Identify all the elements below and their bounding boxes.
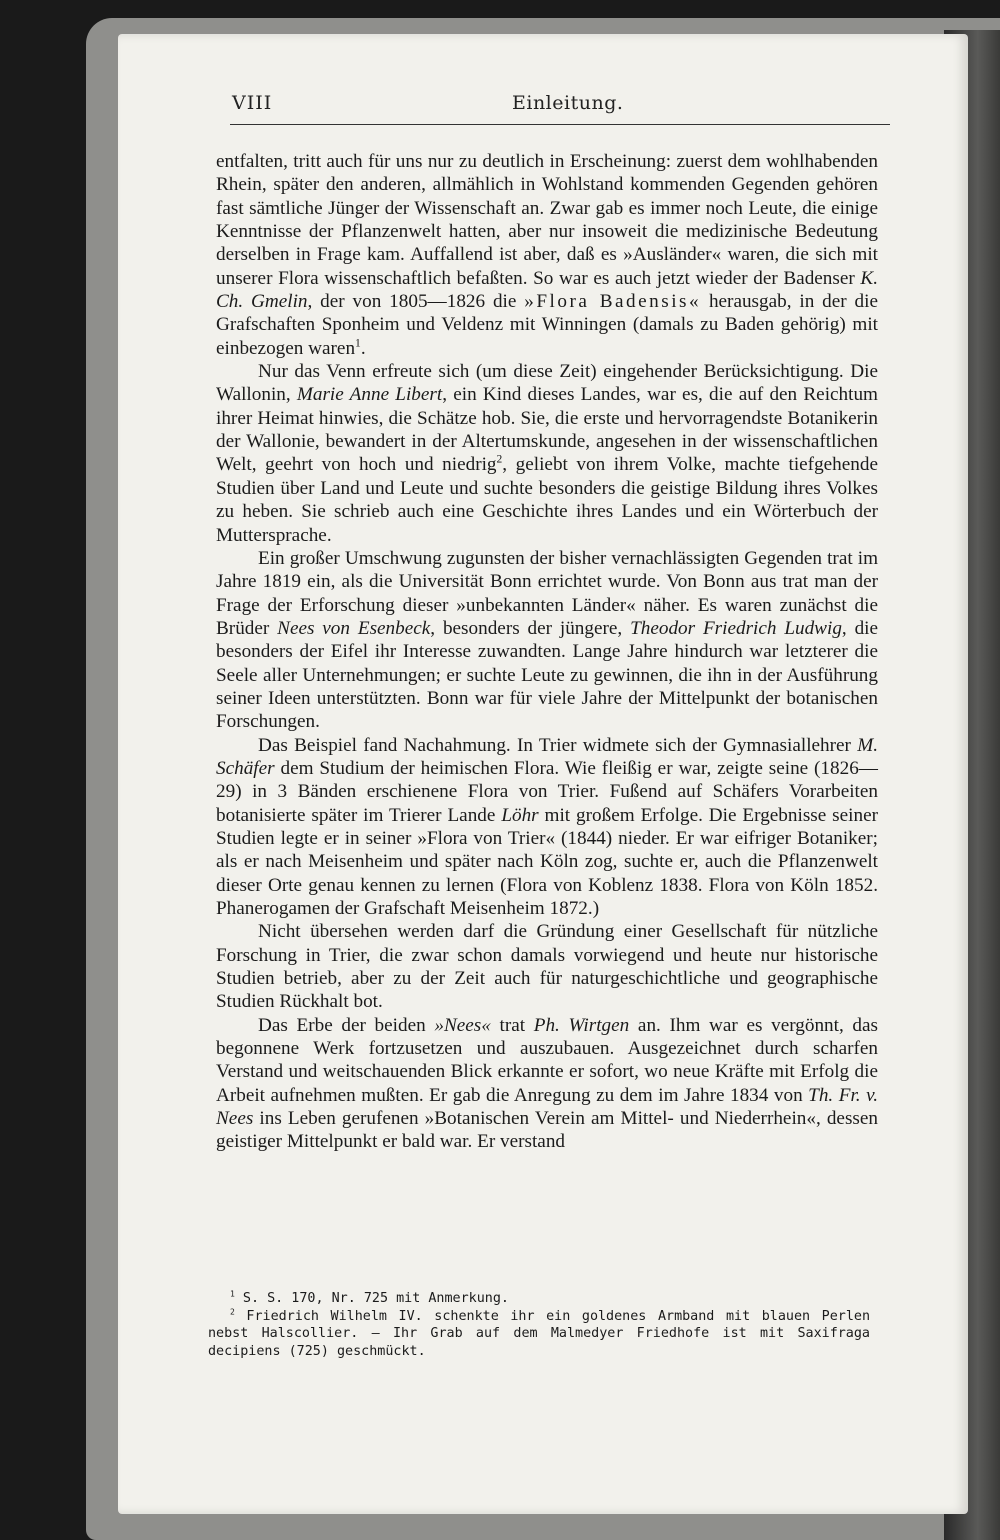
name-nees: Nees von Esenbeck [277,617,431,639]
name-libert: Marie Anne Libert [296,384,443,406]
paragraph-6: Das Erbe der beiden »Nees« trat Ph. Wirtgen an. Ihm war es vergönnt, das begonnene Werk fortzusetzen und auszubauen. Ausgezeichnet durch scharfen Verstand und weitschauenden Blick erkannte er sofort, wo neue Kräfte mit Erfolg die Arbeit aufnehmen mußten. Er gab die Anregung zu dem im Jahre 1834 von Th. Fr. v. Nees ins Leben gerufenen »Botanischen Verein am Mittel- und Niederrhein«, dessen geistiger Mittelpunkt er bald war. Er verstand [216,1014,878,1153]
name-th-fr-nees: Th. Fr. v. Nees [216,1084,878,1130]
footnote-mark-2: 2 [230,1307,235,1317]
header-rule [230,124,890,125]
name-gmelin: K. Ch. Gmelin [216,267,878,313]
paragraph-5: Nicht übersehen werden darf die Gründung einer Gesellschaft für nützliche Forschung in Trier, die zwar schon damals vorwiegend und heute nur historische Studien betrieb, aber zu der Zeit auch für naturgeschichtliche und geographische Studien Rückhalt bot. [216,921,878,1013]
title-flora-badensis: »Flora Badensis« [524,291,702,313]
footnote-1: $^1$ S. S. 170, Nr. 725 mit Anmerkung. [230,1289,509,1306]
paragraph-3: Ein großer Umschwung zugunsten der bisher vernachlässigten Gegenden trat im Jahre 1819 ein, als die Universität Bonn errichtet wurde. Von Bonn aus trat man der Frage der Erforschung dieser »unbekannten Länder« näher. Es waren zunächst die Brüder Nees von Esenbeck, besonders der jüngere, Theodor Friedrich Ludwig, die besonders der Eifel ihr Interesse zuwandten. Lange Jahre hindurch war letzterer die Seele aller Unternehmungen; er suchte Leute zu gewinnen, die ihn in der Ausführung seiner Ideen unterstützten. Bonn war für viele Jahre der Mittelpunkt der botanischen Forschungen. [216,547,879,733]
running-header [230,92,890,120]
name-loehr: Löhr [501,804,539,826]
footnote-mark-1: 1 [230,1289,235,1299]
name-nees-quoted: »Nees« [434,1014,491,1036]
footnotes [208,1290,870,1360]
paragraph-2: Nur das Venn erfreute sich (um diese Zeit) eingehender Berücksichtigung. Die Wallonin, Marie Anne Libert, ein Kind dieses Landes, war es, die auf den Reichtum ihrer Heimat hinwies, die Schätze hob. Sie, die erste und hervorragendste Botanikerin der Wallonie, bewandert in der Altertumskunde, angesehen in der wissenschaftlichen Welt, geehrt von hoch und niedrig$^2$, geliebt von ihrem Volke, machte tiefgehende Studien über Land und Leute und suchte besonders die geistige Bildung ihres Volkes zu heben. Sie schrieb auch eine Geschichte ihres Landes und ein Wörterbuch der Muttersprache. [216,361,878,546]
footnote-ref-1: 1 [355,337,361,350]
footnote-2: $^2$ Friedrich Wilhelm IV. schenkte ihr ein goldenes Armband mit blauen Perlen nebst Halscollier. — Ihr Grab auf dem Malmedyer Friedhofe ist mit Saxifraga decipiens (725) geschmückt. [208,1307,871,1359]
paragraph-4: Das Beispiel fand Nachahmung. In Trier widmete sich der Gymnasiallehrer M. Schäfer dem Studium der heimischen Flora. Wie fleißig er war, zeigte seine (1826—29) in 3 Bänden erschienene Flora von Trier. Fußend auf Schäfers Vorarbeiten botanisierte später im Trierer Lande Löhr mit großem Erfolge. Die Ergebnisse seiner Studien legte er in seiner »Flora von Trier« (1844) nieder. Er war eifriger Botaniker; als er nach Meisenheim und später nach Köln zog, suchte er, auch die Pflanzenwelt dieser Orte genau kennen zu lernen (Flora von Koblenz 1838. Flora von Köln 1852. Phanerogamen der Grafschaft Meisenheim 1872.) [216,734,878,919]
main-text [216,150,878,1154]
page-number: VIII [232,92,273,114]
name-theodor: Theodor Friedrich Ludwig [630,617,842,639]
footnote-ref-2: 2 [496,454,503,467]
running-title: Einleitung. [512,92,624,114]
paragraph-1: entfalten, tritt auch für uns nur zu deutlich in Erscheinung: zuerst dem wohlhabenden Rhein, später den anderen, allmählich in Wohlstand kommenden Gegenden gehören fast sämtliche Jünger der Wissenschaft an. Zwar gab es immer noch Leute, die einige Kenntnisse der Pflanzenwelt hatten, aber nur insoweit die medizinische Bedeutung derselben in Frage kam. Auffallend ist aber, daß es »Ausländer« waren, die sich mit unserer Flora wissenschaftlich befaßten. So war es auch jetzt wieder der Badenser K. Ch. Gmelin, der von 1805—1826 die »Flora Badensis« herausgab, in der die Grafschaften Sponheim und Veldenz mit Winningen (damals zu Baden gehörig) mit einbezogen waren$^1$. [216,151,878,359]
name-wirtgen: Ph. Wirtgen [533,1014,630,1036]
name-schaefer: M. Schäfer [216,734,878,779]
